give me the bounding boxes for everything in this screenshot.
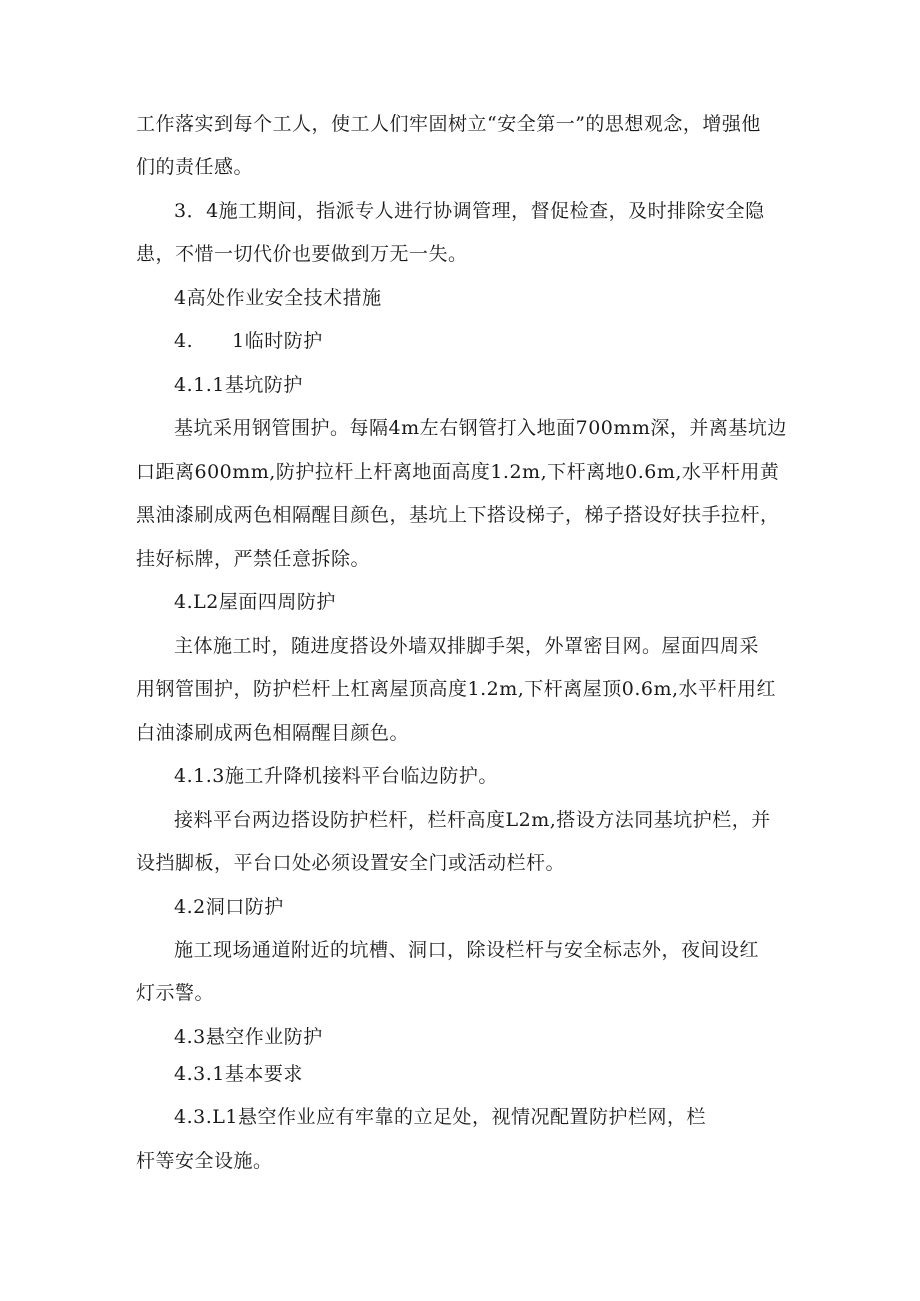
paragraph-line: 基坑采用钢管围护。每隔4m左右钢管打入地面700mm深，并离基坑边 — [174, 417, 787, 439]
paragraph-line: 设挡脚板，平台口处必须设置安全门或活动栏杆。 — [136, 852, 566, 874]
paragraph-line: 4.3.L1悬空作业应有牢靠的立足处，视情况配置防护栏网，栏 — [174, 1106, 706, 1128]
paragraph-line: 患，不惜一切代价也要做到万无一失。 — [136, 243, 468, 265]
section-heading: 4.1.3施工升降机接料平台临边防护。 — [174, 765, 498, 787]
section-heading: 4高处作业安全技术措施 — [174, 287, 382, 309]
section-heading: 4.2洞口防护 — [174, 896, 284, 918]
section-heading: 4. 1临时防护 — [174, 330, 323, 352]
paragraph-line: 们的责任感。 — [136, 156, 254, 178]
paragraph-line: 杆等安全设施。 — [136, 1150, 273, 1172]
paragraph-line: 口距离600mm,防护拉杆上杆离地面高度1.2m,下杆离地0.6m,水平杆用黄 — [136, 461, 780, 483]
paragraph-line: 黑油漆刷成两色相隔醒目颜色，基坑上下搭设梯子，梯子搭设好扶手拉杆， — [136, 504, 780, 526]
paragraph-line: 主体施工时，随进度搭设外墙双排脚手架，外罩密目网。屋面四周采 — [174, 635, 760, 657]
paragraph-line: 白油漆刷成两色相隔醒目颜色。 — [136, 722, 410, 744]
paragraph-line: 工作落实到每个工人，使工人们牢固树立“安全第一”的思想观念，增强他 — [136, 113, 761, 135]
paragraph-line: 挂好标牌，严禁任意拆除。 — [136, 548, 371, 570]
paragraph-line: 3．4施工期间，指派专人进行协调管理，督促检查，及时排除安全隐 — [174, 200, 765, 222]
paragraph-line: 用钢管围护，防护栏杆上杠离屋顶高度1.2m,下杆离屋顶0.6m,水平杆用红 — [136, 678, 777, 700]
paragraph-line: 接料平台两边搭设防护栏杆，栏杆高度L2m,搭设方法同基坑护栏，并 — [174, 809, 771, 831]
section-heading: 4.3.1基本要求 — [174, 1063, 303, 1085]
section-heading: 4.1.1基坑防护 — [174, 374, 303, 396]
section-heading: 4.3悬空作业防护 — [174, 1026, 323, 1048]
section-heading: 4.L2屋面四周防护 — [174, 591, 336, 613]
paragraph-line: 灯示警。 — [136, 982, 215, 1004]
paragraph-line: 施工现场通道附近的坑槽、洞口，除设栏杆与安全标志外，夜间设红 — [174, 939, 760, 961]
